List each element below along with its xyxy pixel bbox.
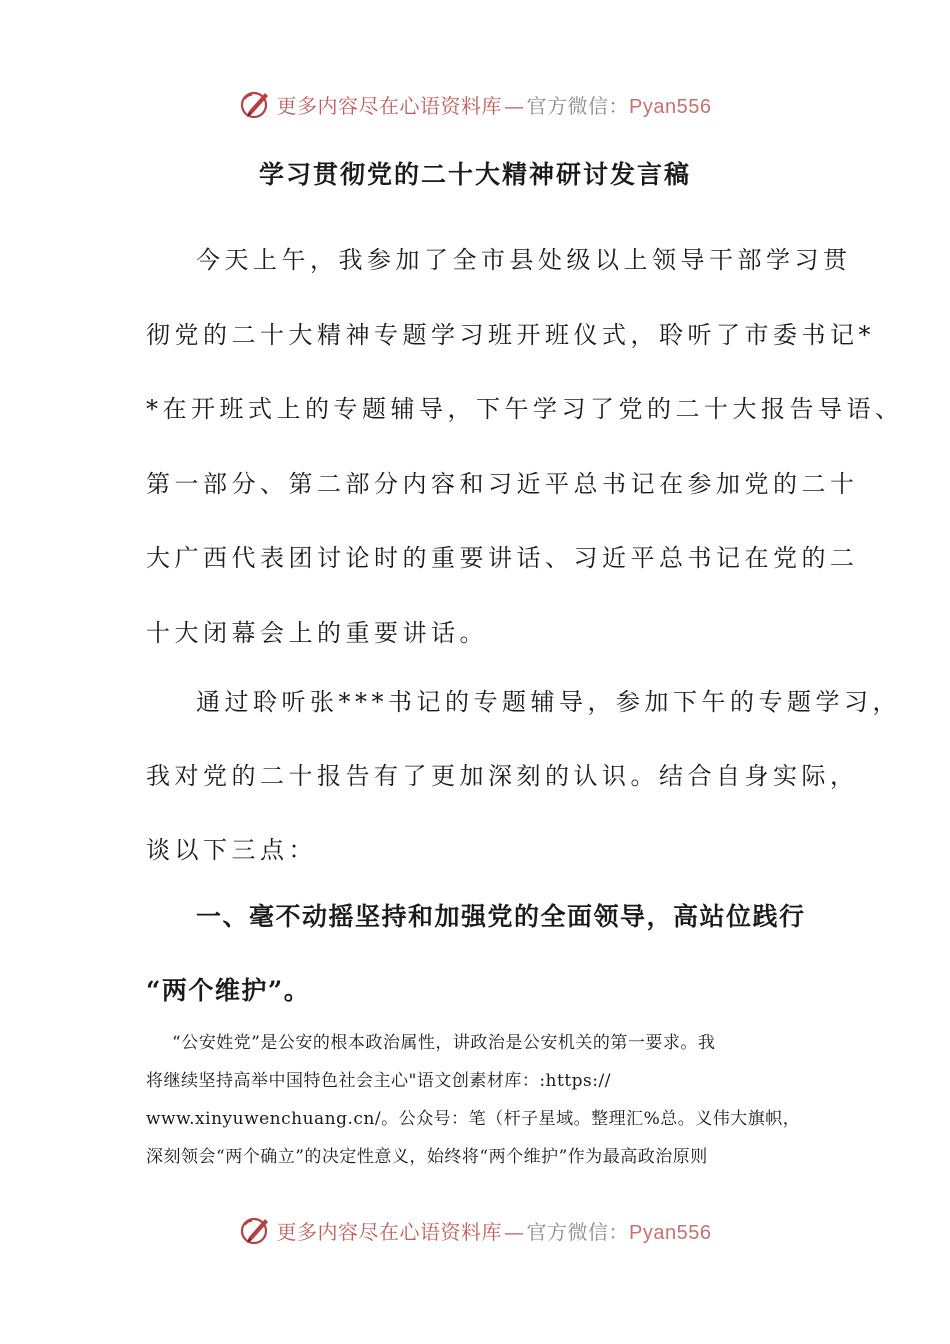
- section-heading-line-2: “两个维护”。: [146, 976, 311, 1005]
- paragraph-2-line-1: 通过聆听张***书记的专题辅导，参加下午的专题学习，: [196, 688, 901, 716]
- paragraph-3-line-2: 将继续坚持高举中国特色社会主心"语文创素材库：:https://: [146, 1071, 611, 1091]
- watermark-text: [277, 1216, 712, 1245]
- section-heading-line-1: 一、毫不动摇坚持和加强党的全面领导，高站位践行: [196, 902, 806, 931]
- watermark-brand: 更多内容尽在心语资料库: [276, 1219, 503, 1244]
- footer-watermark: [0, 1210, 950, 1250]
- watermark-id: Pyan556: [629, 95, 712, 118]
- paragraph-1-line-5: 大广西代表团讨论时的重要讲话、习近平总书记在党的二: [146, 544, 859, 572]
- watermark-brand: 更多内容尽在心语资料库: [276, 93, 503, 118]
- paragraph-3-line-3: www.xinyuwenchuang.cn/。公众号：笔（杆子星域。整理汇%总。义伟大旗帜，: [146, 1109, 801, 1129]
- paragraph-3-line-1: “公安姓党”是公安的根本政治属性，讲政治是公安机关的第一要求。我: [172, 1033, 716, 1053]
- paragraph-1-line-3: *在开班式上的专题辅导，下午学习了党的二十大报告导语、: [146, 395, 904, 423]
- paragraph-1-line-2: 彻党的二十大精神专题学习班开班仪式，聆听了市委书记*: [146, 321, 875, 349]
- paragraph-2-line-2: 我对党的二十报告有了更加深刻的认识。结合自身实际，: [146, 762, 859, 790]
- document-title: 学习贯彻党的二十大精神研讨发言稿: [258, 160, 691, 189]
- pen-logo-icon: [239, 1213, 273, 1247]
- paragraph-1-line-4: 第一部分、第二部分内容和习近平总书记在参加党的二十: [146, 470, 859, 498]
- paragraph-2-line-3: 谈以下三点：: [146, 836, 317, 864]
- watermark-label: 官方微信：: [526, 1219, 630, 1244]
- watermark-separator: —: [504, 93, 525, 118]
- watermark-id: Pyan556: [629, 1221, 712, 1244]
- watermark-separator: —: [504, 1219, 525, 1244]
- watermark-label: 官方微信：: [526, 93, 630, 118]
- paragraph-1-line-1: 今天上午，我参加了全市县处级以上领导干部学习贯: [196, 246, 852, 274]
- paragraph-3-line-4: 深刻领会“两个确立”的决定性意义，始终将“两个维护”作为最高政治原则: [146, 1147, 708, 1167]
- paragraph-1-line-6: 十大闭幕会上的重要讲话。: [146, 619, 488, 647]
